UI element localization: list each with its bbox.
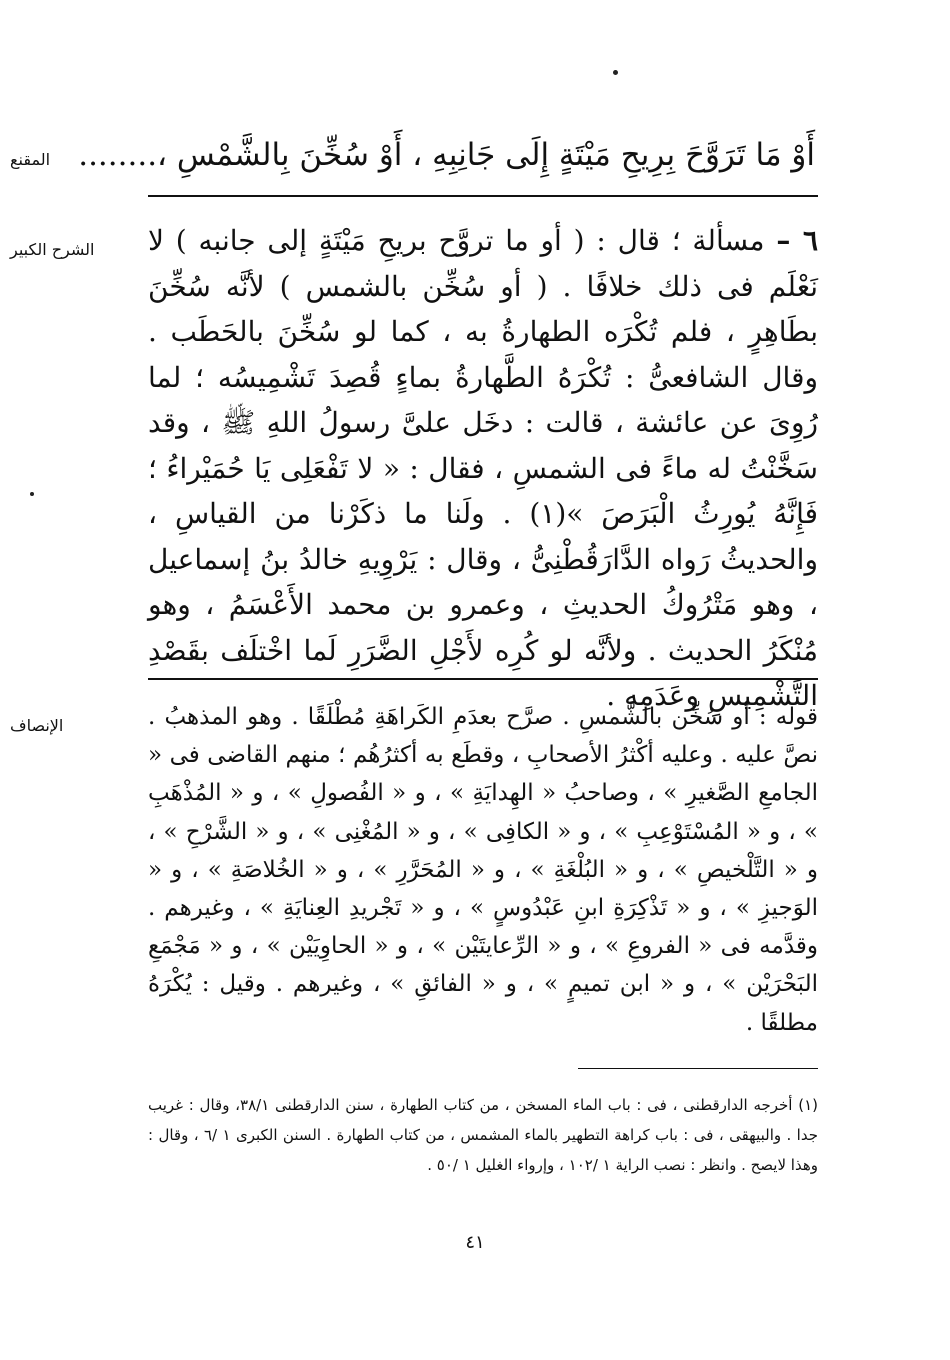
muqni-text: أَوْ مَا تَرَوَّحَ بِرِيحِ مَيْتَةٍ إِلَى جَانِبِهِ ، أَوْ سُخِّنَ بِالشَّمْسِ ،........ xyxy=(78,137,815,173)
footnote: (١) أخرجه الدارقطنى ، فى : باب الماء المسخن ، من كتاب الطهارة ، سنن الدارقطنى ٣٨/١، وقال : غريب جدا . والبيهقى ، فى : باب كراهة التطهير بالماء المشمس ، من كتاب الطهارة . السنن الكبرى ١ /٦ ، وقال : وهذا لايصح . وانظر : نصب الراية ١ /١٠٢ ، وإرواء الغليل ١ /٥٠ . xyxy=(148,1096,818,1174)
sharh-text xyxy=(148,218,818,719)
ink-dot xyxy=(613,70,618,75)
side-label-sharh: الشرح الكبير xyxy=(10,240,95,259)
section-divider xyxy=(148,678,818,680)
section-divider xyxy=(148,195,818,197)
side-label-muqni: المقنع xyxy=(10,150,51,169)
footnote-divider xyxy=(578,1068,818,1069)
insaf-text: قوله : أو سُخِّن بالشَّمسِ . صرَّح بعدَمِ الكَراهَةِ مُطْلَقًا . وهو المذهبُ . نصَّ عليه . وعليه أكْثرُ الأصحابِ ، وقطَع به أكثرُهُم ؛ منهم القاضى فى « الجامعِ الصَّغيرِ » ، وصاحبُ « الهِدايَةِ » ، و « الفُصولِ » ، و « المُذْهَبِ » ، و « المُسْتَوْعِبِ » ، و « الكافِى » ، و « المُغْنِى » ، و « الشَّرْحِ » ، و « التَّلْخيصِ » ، و « البُلْغَةِ » ، و « المُحَرَّرِ » ، و « الخُلاصَةِ » ، و « الوَجيزِ » ، و « تَذْكِرَةِ ابنِ عَبْدُوسٍ » ، و « تَجْريدِ العِنايَةِ » ، وغيرهم . وقدَّمه فى « الفروعِ » ، و « الرِّعايتَيْن » ، و « الحاوِيَيْن » ، و « مَجْمَعِ البَحْرَيْن » ، و « ابن تميمٍ » ، و « الفائقِ » ، وغيرهم . وقيل : يُكْرَهُ مطلقًا . xyxy=(148,704,818,1036)
issue-number: ٦ – xyxy=(776,224,819,257)
page-number: ٤١ xyxy=(465,1232,485,1253)
ink-dot xyxy=(30,492,34,496)
sharh-body: مسألة ؛ قال : ( أو ما تروَّح بريحِ مَيْتَةٍ إلى جانبه ) لا نَعْلَم فى ذلك خلافًا . ( أو سُخِّن بالشمس ) لأنَّه سُخِّنَ بطَاهِرٍ ، فلم تُكْرَه الطهارةُ به ، كما لو سُخِّنَ بالحَطَب . وقال الشافعىُّ : تُكْرَهُ الطَّهارةُ بماءٍ قُصِدَ تَشْمِيسُه ؛ لما رُوِىَ عن عائشة ، قالت : دخَل علىَّ رسولُ اللهِ ﷺ ، وقد سَخَّنْتُ له ماءً فى الشمسِ ، فقال : « لا تَفْعَلِى يَا حُمَيْراءُ ؛ فَإِنَّهُ يُورِثُ الْبَرَصَ »(١) . ولَنا ما ذكَرْنا من القياسِ ، والحديثُ رَواه الدَّارَقُطْنِىُّ ، وقال : يَرْوِيهِ خالدُ بنُ إسماعيل ، وهو مَتْرُوكُ الحديثِ ، وعمرو بن محمد الأَعْسَمُ ، وهو مُنْكَرُ الحديث . ولأنَّه لو كُرِه لأَجْلِ الضَّرَرِ لَما اخْتلَف بقَصْدِ التَّشْمِيسِ وعَدَمِه . xyxy=(148,224,818,712)
side-label-insaf: الإنصاف xyxy=(10,716,64,735)
